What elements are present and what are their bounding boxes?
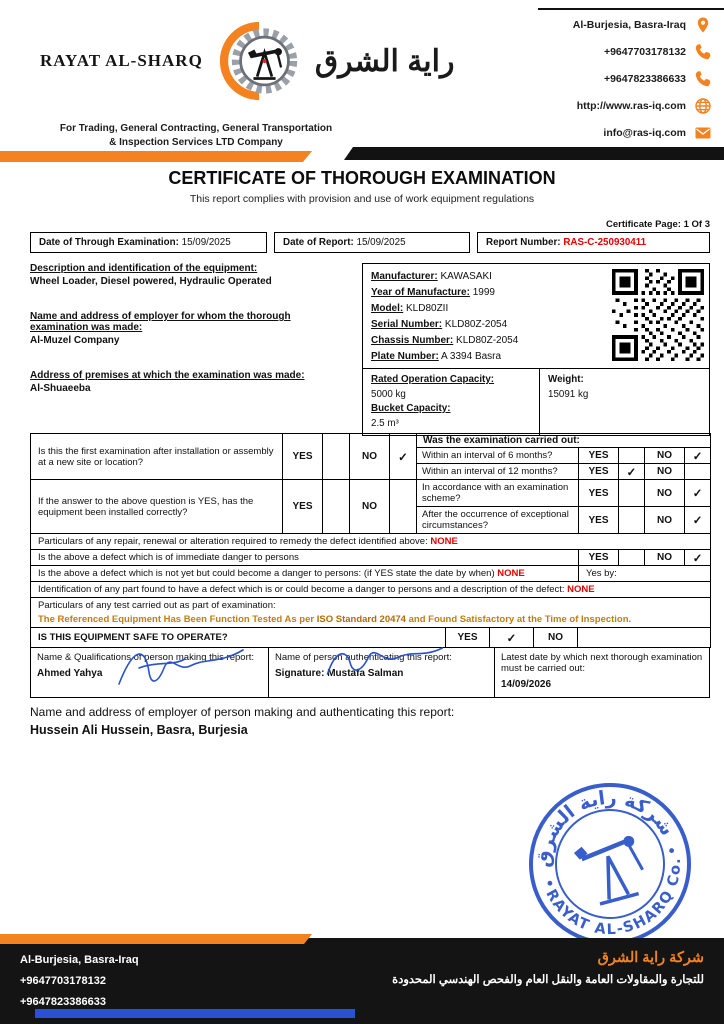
future-danger-none-value: NONE: [497, 568, 525, 579]
contact-phone-2: [604, 70, 712, 88]
examination-section: [30, 434, 710, 737]
gear-pumpjack-logo-icon: [213, 16, 305, 106]
report-date-value: 15/09/2025: [356, 237, 406, 248]
checkmark: ✓: [685, 550, 711, 566]
report-maker-label: Name & Qualifications of person making this report:: [37, 652, 255, 663]
checkbox-empty: [619, 480, 645, 507]
stamp-pumpjack-icon: [573, 833, 648, 907]
company-tagline: [28, 122, 364, 150]
spec-label: Model:: [371, 303, 404, 314]
report-date-label: Date of Report:: [283, 237, 354, 248]
tagline-line1: For Trading, General Contracting, General Transportation: [59, 123, 333, 134]
spec-plate: [371, 349, 593, 365]
phone-icon: [694, 43, 712, 61]
yes-label: YES: [283, 480, 323, 534]
report-employer-label: Name and address of employer of person making and authenticating this report:: [30, 705, 455, 719]
no-label: NO: [645, 550, 685, 566]
checkbox-empty: [619, 448, 645, 464]
no-label: NO: [645, 448, 685, 464]
checkmark: ✓: [685, 507, 711, 534]
spec-value: KLD80ZII: [406, 303, 449, 314]
rated-capacity-label: Rated Operation Capacity:: [371, 374, 495, 385]
identification-none-value: NONE: [567, 584, 595, 595]
test-result-post: and Found Satisfactory at the Time of Inspection.: [405, 614, 632, 625]
no-label: NO: [350, 480, 390, 534]
safe-question: IS THIS EQUIPMENT SAFE TO OPERATE?: [31, 628, 446, 648]
exam-date-box: [30, 232, 267, 253]
signature-table: [30, 647, 710, 698]
no-label: NO: [645, 507, 685, 534]
footer-company-arabic: شركة راية الشرق: [597, 950, 704, 966]
contact-phone-1: [604, 43, 712, 61]
document-subtitle: This report complies with provision and use of work equipment regulations: [189, 193, 535, 205]
checkbox-empty: [390, 480, 417, 534]
phone-icon: [694, 70, 712, 88]
next-exam-date: 14/09/2026: [501, 679, 552, 690]
rated-capacity-value: 5000 kg: [371, 388, 406, 400]
premises-label: Address of premises at which the examination was made:: [30, 370, 305, 381]
question-installed-correctly: If the answer to the above question is YES, has the equipment been installed correctly?: [31, 480, 283, 534]
capacity-cell: [363, 369, 539, 435]
premises-value: Al-Shuaeeba: [30, 383, 91, 394]
spec-label: Manufacturer:: [371, 271, 438, 282]
no-label: NO: [645, 480, 685, 507]
question-interval-6: Within an interval of 6 months?: [417, 448, 579, 464]
document-title: CERTIFICATE OF THOROUGH EXAMINATION: [168, 168, 556, 188]
test-label: Particulars of any test carried out as part of examination:: [38, 600, 276, 611]
company-name-arabic: راية الشرق: [314, 44, 455, 78]
report-number-label: Report Number:: [486, 237, 561, 248]
yes-by-cell: Yes by:: [579, 566, 711, 582]
equipment-spec-box: [362, 263, 710, 436]
contact-website: [577, 97, 712, 115]
future-danger-label: Is the above a defect which is not yet but could become a danger to persons: (if YES state the date by when): [38, 568, 495, 579]
meta-row: [30, 232, 710, 253]
yes-label: YES: [579, 448, 619, 464]
checkbox-empty: [619, 507, 645, 534]
yes-label: YES: [579, 480, 619, 507]
question-interval-12: Within an interval of 12 months?: [417, 464, 579, 480]
weight-value: 15091 kg: [548, 388, 589, 400]
footer-blue-bar: [35, 1009, 355, 1018]
tagline-line2: & Inspection Services LTD Company: [109, 137, 283, 148]
employer-label: Name and address of employer for whom the thorough examination was made:: [30, 311, 291, 333]
spec-serial: [371, 317, 593, 333]
spec-label: Serial Number:: [371, 319, 443, 330]
footer: [0, 938, 724, 1024]
contact-website-text: http://www.ras-iq.com: [576, 100, 686, 112]
checkbox-empty: [323, 480, 350, 534]
equipment-section: [30, 263, 710, 436]
contact-phone2-text: +9647823386633: [603, 73, 686, 85]
contact-email-text: info@ras-iq.com: [603, 127, 686, 139]
repairs-label: Particulars of any repair, renewal or alteration required to remedy the defect identified above:: [38, 536, 428, 547]
no-label: NO: [645, 464, 685, 480]
yes-label: YES: [446, 628, 490, 648]
certificate-page-label: Certificate Page: 1 Of 3: [605, 219, 710, 230]
spec-label: Year of Manufacture:: [371, 287, 470, 298]
report-employer-name: Hussein Ali Hussein, Basra, Burjesia: [30, 723, 248, 737]
globe-icon: [694, 97, 712, 115]
report-number-value: RAS-C-250930411: [563, 237, 647, 248]
company-logo: [40, 16, 454, 106]
contact-email: [603, 124, 712, 142]
question-exceptional: After the occurrence of exceptional circumstances?: [417, 507, 579, 534]
company-name: RAYAT AL-SHARQ: [40, 51, 203, 70]
yes-label: YES: [283, 434, 323, 480]
spec-year: [371, 285, 593, 301]
stamp-arabic-text: شركة راية الشرق: [532, 786, 679, 869]
question-first-examination: Is this the first examination after installation or assembly at a new site or location?: [31, 434, 283, 480]
exam-date-label: Date of Through Examination:: [39, 237, 179, 248]
test-result-pre: The Referenced Equipment Has Been Function Tested As per: [38, 614, 317, 625]
location-pin-icon: [694, 16, 712, 34]
report-authenticator-cell: [269, 648, 495, 698]
spec-model: [371, 301, 593, 317]
report-authenticator-label: Name of person authenticating this report:: [275, 652, 452, 663]
footer-tagline-arabic: للتجارة والمقاولات العامة والنقل العام والفحص الهندسي المحدودة: [392, 974, 704, 986]
footer-phone2: +9647823386633: [20, 996, 106, 1008]
equipment-description-label: Description and identification of the equipment:: [30, 263, 258, 274]
report-number-box: [477, 232, 710, 253]
contact-address-text: Al-Burjesia, Basra-Iraq: [572, 19, 686, 31]
footer-contact-block: [20, 950, 139, 1013]
spec-chassis: [371, 333, 593, 349]
checkmark: ✓: [490, 628, 534, 648]
report-maker-name: Ahmed Yahya: [37, 668, 103, 679]
checkbox-empty: [619, 550, 645, 566]
repairs-none-value: NONE: [430, 536, 458, 547]
footer-arabic-block: [392, 950, 704, 986]
footer-phone1: +9647703178132: [20, 975, 106, 987]
identification-row: [31, 582, 711, 598]
report-maker-cell: [31, 648, 269, 698]
question-future-danger: [31, 566, 579, 582]
header-orange-bar: [0, 151, 312, 162]
checkmark: ✓: [685, 480, 711, 507]
contact-phone1-text: +9647703178132: [603, 46, 686, 58]
premises-block: [30, 370, 348, 394]
checkmark: ✓: [685, 448, 711, 464]
equipment-left-column: [30, 263, 362, 436]
yes-label: YES: [579, 550, 619, 566]
identification-label: Identification of any part found to have a defect which is or could become a danger to persons and a description of the defect:: [38, 584, 565, 595]
weight-label: Weight:: [548, 374, 584, 385]
employer-value: Al-Muzel Company: [30, 335, 120, 346]
stamp-english-text: RAYAT AL-SHARQ Co.: [542, 856, 685, 939]
test-row: [31, 598, 711, 628]
header-top-rule: [538, 8, 724, 10]
test-result-standard: ISO Standard 20474: [316, 614, 406, 625]
employer-block: [30, 311, 348, 346]
next-exam-label: Latest date by which next thorough examination must be carried out:: [501, 652, 703, 674]
test-result: [38, 614, 705, 625]
report-date-box: [274, 232, 470, 253]
spec-value: KLD80Z-2054: [444, 319, 508, 330]
footer-address: Al-Burjesia, Basra-Iraq: [20, 954, 139, 966]
capacity-row: [363, 368, 709, 435]
yes-label: YES: [579, 507, 619, 534]
yes-label: YES: [579, 464, 619, 480]
no-label: NO: [350, 434, 390, 480]
spec-manufacturer: [371, 269, 593, 285]
report-employer-block: [30, 705, 710, 737]
spec-label: Plate Number:: [371, 351, 439, 362]
safe-to-operate-table: [30, 627, 711, 648]
email-icon: [694, 124, 712, 142]
spec-value: A 3394 Basra: [441, 351, 502, 362]
question-scheme: In accordance with an examination scheme?: [417, 480, 579, 507]
contact-list: [573, 16, 712, 142]
report-authenticator-name: Signature: Mustafa Salman: [275, 668, 404, 679]
checkmark: ✓: [619, 464, 645, 480]
weight-cell: [539, 369, 709, 435]
checkbox-empty: [323, 434, 350, 480]
equipment-description-block: [30, 263, 348, 287]
footer-orange-bar: [0, 934, 312, 944]
examination-table: [30, 433, 711, 628]
checkbox-empty: [578, 628, 711, 648]
spec-value: 1999: [472, 287, 495, 298]
checkbox-empty: [685, 464, 711, 480]
equipment-description-value: Wheel Loader, Diesel powered, Hydraulic Operated: [30, 276, 272, 287]
repairs-row: [31, 534, 711, 550]
contact-address: [573, 16, 712, 34]
next-exam-cell: [495, 648, 710, 698]
bucket-capacity-label: Bucket Capacity:: [371, 403, 451, 414]
spec-label: Chassis Number:: [371, 335, 454, 346]
maker-signature: [109, 640, 259, 694]
qr-code: [612, 269, 704, 361]
exam-date-value: 15/09/2025: [181, 237, 231, 248]
checkmark: ✓: [390, 434, 417, 480]
carried-out-header: Was the examination carried out:: [417, 434, 711, 448]
spec-value: KLD80Z-2054: [456, 335, 519, 346]
no-label: NO: [534, 628, 578, 648]
header-black-bar: [344, 147, 724, 160]
question-immediate-danger: Is the above a defect which is of immediate danger to persons: [31, 550, 579, 566]
spec-value: KAWASAKI: [440, 271, 492, 282]
bucket-capacity-value: 2.5 m³: [371, 417, 399, 429]
